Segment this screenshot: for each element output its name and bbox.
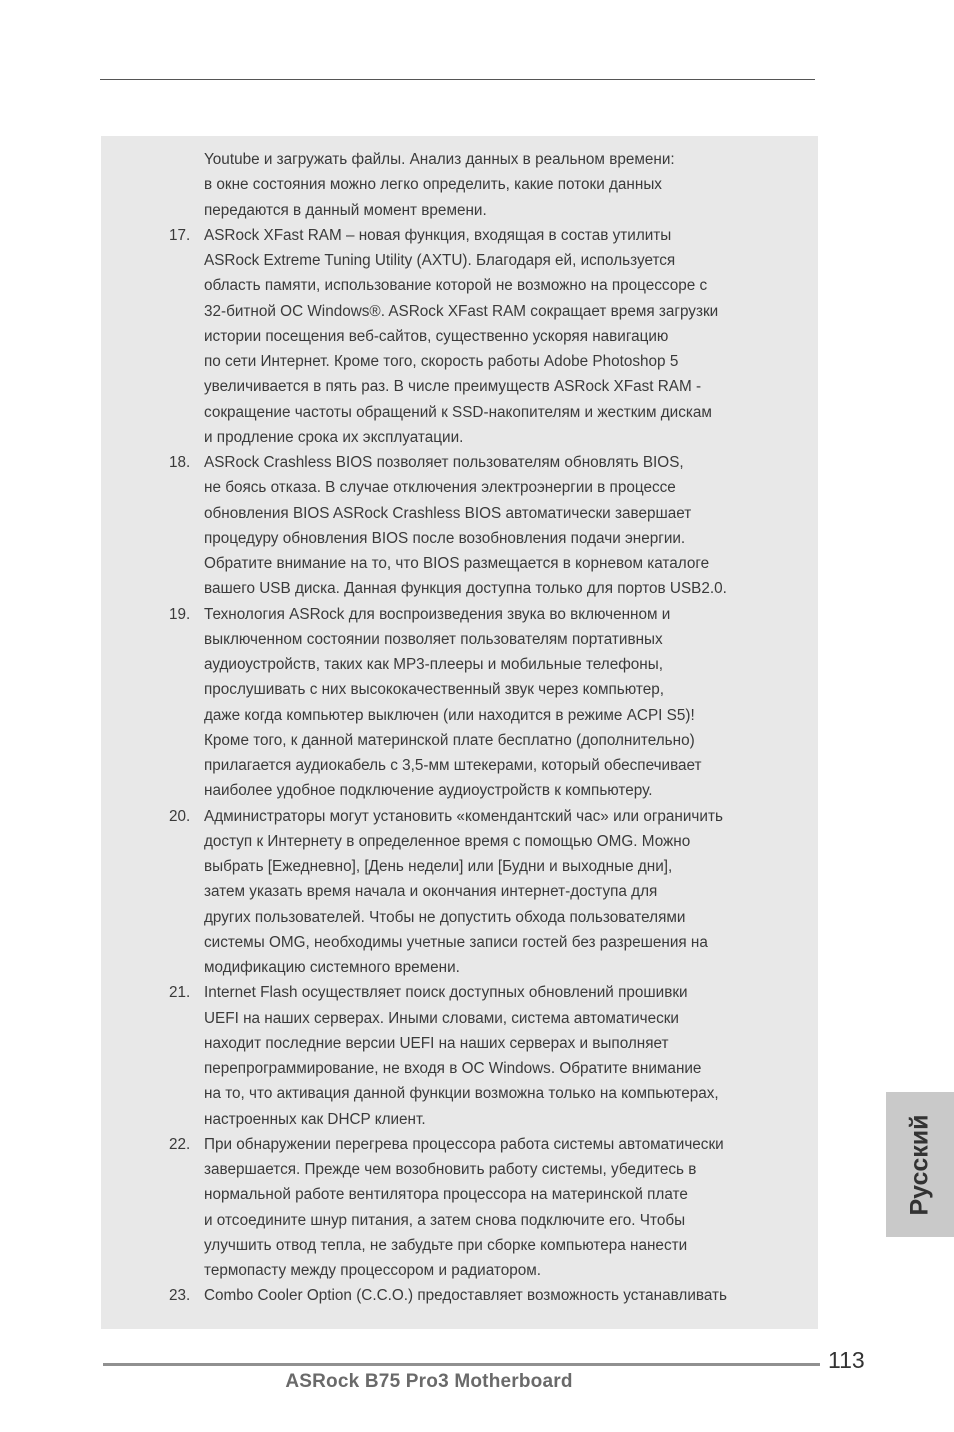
text-line: процедуру обновления BIOS после возобновления подачи энергии. xyxy=(204,529,686,547)
list-item-number: 21. xyxy=(169,984,191,1002)
list-item-number: 17. xyxy=(169,226,191,244)
list-item-number: 19. xyxy=(169,605,191,623)
text-line: Кроме того, к данной материнской плате бесплатно (дополнительно) xyxy=(204,731,695,749)
text-line: 32-битной ОС Windows®. ASRock XFast RAM сокращает время загрузки xyxy=(204,302,719,320)
text-line: Internet Flash осуществляет поиск доступных обновлений прошивки xyxy=(204,984,688,1002)
text-line: и продление срока их эксплуатации. xyxy=(204,428,464,446)
text-line: Администраторы могут установить «комендантский час» или ограничить xyxy=(204,807,723,825)
text-line: Обратите внимание на то, что BIOS размещается в корневом каталоге xyxy=(204,555,710,572)
text-line: аудиоустройств, таких как MP3-плееры и мобильные телефоны, xyxy=(204,656,664,673)
bottom-rule xyxy=(103,1363,820,1366)
content-box xyxy=(101,136,818,1329)
top-rule xyxy=(100,79,815,80)
text-line: по сети Интернет. Кроме того, скорость работы Adobe Photoshop 5 xyxy=(204,353,679,370)
text-line: модификацию системного времени. xyxy=(204,959,460,976)
text-line: Combo Cooler Option (C.C.O.) предоставляет возможность устанавливать xyxy=(204,1287,727,1305)
language-tab-label: Русский xyxy=(905,1113,934,1216)
text-line: других пользователей. Чтобы не допустить обхода пользователями xyxy=(204,908,686,926)
text-line: термопасту между процессором и радиатором. xyxy=(204,1262,542,1279)
text-line: улучшить отвод тепла, не забудьте при сборке компьютера нанести xyxy=(204,1236,688,1254)
text-line: завершается. Прежде чем возобновить работу системы, убедитесь в xyxy=(204,1161,697,1178)
text-line: в окне состояния можно легко определить, какие потоки данных xyxy=(204,176,662,194)
text-line: увеличивается в пять раз. В числе преимуществ ASRock XFast RAM - xyxy=(204,378,702,396)
text-line: область памяти, использование которой не возможно на процессоре с xyxy=(204,277,708,295)
text-line: доступ к Интернету в определенное время с помощью OMG. Можно xyxy=(204,832,691,850)
list-item-number: 20. xyxy=(169,807,191,825)
list-item-number: 22. xyxy=(169,1135,191,1153)
text-line: на то, что активация данной функции возможна только на компьютерах, xyxy=(204,1085,719,1103)
text-line: ASRock Crashless BIOS позволяет пользователям обновлять BIOS, xyxy=(204,454,684,471)
text-line: истории посещения веб-сайтов, существенно ускоряя навигацию xyxy=(204,327,669,345)
text-line: не боясь отказа. В случае отключения электроэнергии в процессе xyxy=(204,479,676,497)
text-line: ASRock Extreme Tuning Utility (AXTU). Благодаря ей, используется xyxy=(204,252,676,269)
text-line: Технология ASRock для воспроизведения звука во включенном и xyxy=(204,605,671,623)
text-line: затем указать время начала и окончания интернет-доступа для xyxy=(204,883,658,901)
text-line: передаются в данный момент времени. xyxy=(204,201,487,219)
text-line: и отсоедините шнур питания, а затем снова подключите его. Чтобы xyxy=(204,1211,686,1229)
text-line: перепрограммирование, не входя в ОС Windows. Обратите внимание xyxy=(204,1060,702,1077)
language-tab xyxy=(886,1092,954,1237)
text-line: сокращение частоты обращений к SSD-накопителям и жестким дискам xyxy=(204,403,712,421)
text-line: наиболее удобное подключение аудиоустройств к компьютеру. xyxy=(204,782,653,800)
text-line: системы OMG, необходимы учетные записи гостей без разрешения на xyxy=(204,933,708,951)
text-line: прослушивать с них высококачественный звук через компьютер, xyxy=(204,681,664,699)
text-line: выключенном состоянии позволяет пользователям портативных xyxy=(204,630,663,648)
text-line: При обнаружении перегрева процессора работа системы автоматически xyxy=(204,1135,724,1153)
text-line: UEFI на наших серверах. Иными словами, система автоматически xyxy=(204,1009,679,1027)
text-line: обновления BIOS ASRock Crashless BIOS автоматически завершает xyxy=(204,504,692,522)
text-line: вашего USB диска. Данная функция доступна только для портов USB2.0. xyxy=(204,580,727,598)
text-line: ASRock XFast RAM – новая функция, входящая в состав утилиты xyxy=(204,226,672,244)
text-line: нормальной работе вентилятора процессора на материнской плате xyxy=(204,1186,688,1204)
list-item-number: 23. xyxy=(169,1287,191,1305)
text-line: даже когда компьютер выключен (или находится в режиме ACPI S5)! xyxy=(204,706,695,724)
footer-title xyxy=(0,1371,954,1393)
text-line: настроенных как DHCP клиент. xyxy=(204,1110,426,1128)
text-line: Youtube и загружать файлы. Анализ данных в реальном времени: xyxy=(204,151,675,168)
text-line: выбрать [Ежедневно], [День недели] или [Будни и выходные дни], xyxy=(204,858,673,875)
text-line: находит последние версии UEFI на наших серверах и выполняет xyxy=(204,1034,669,1052)
footer-title-text: ASRock B75 Pro3 Motherboard xyxy=(285,1371,573,1392)
list-item-number: 18. xyxy=(169,454,191,471)
text-line: прилагается аудиокабель с 3,5-мм штекерами, который обеспечивает xyxy=(204,757,702,774)
page-number: 113 xyxy=(828,1347,865,1373)
